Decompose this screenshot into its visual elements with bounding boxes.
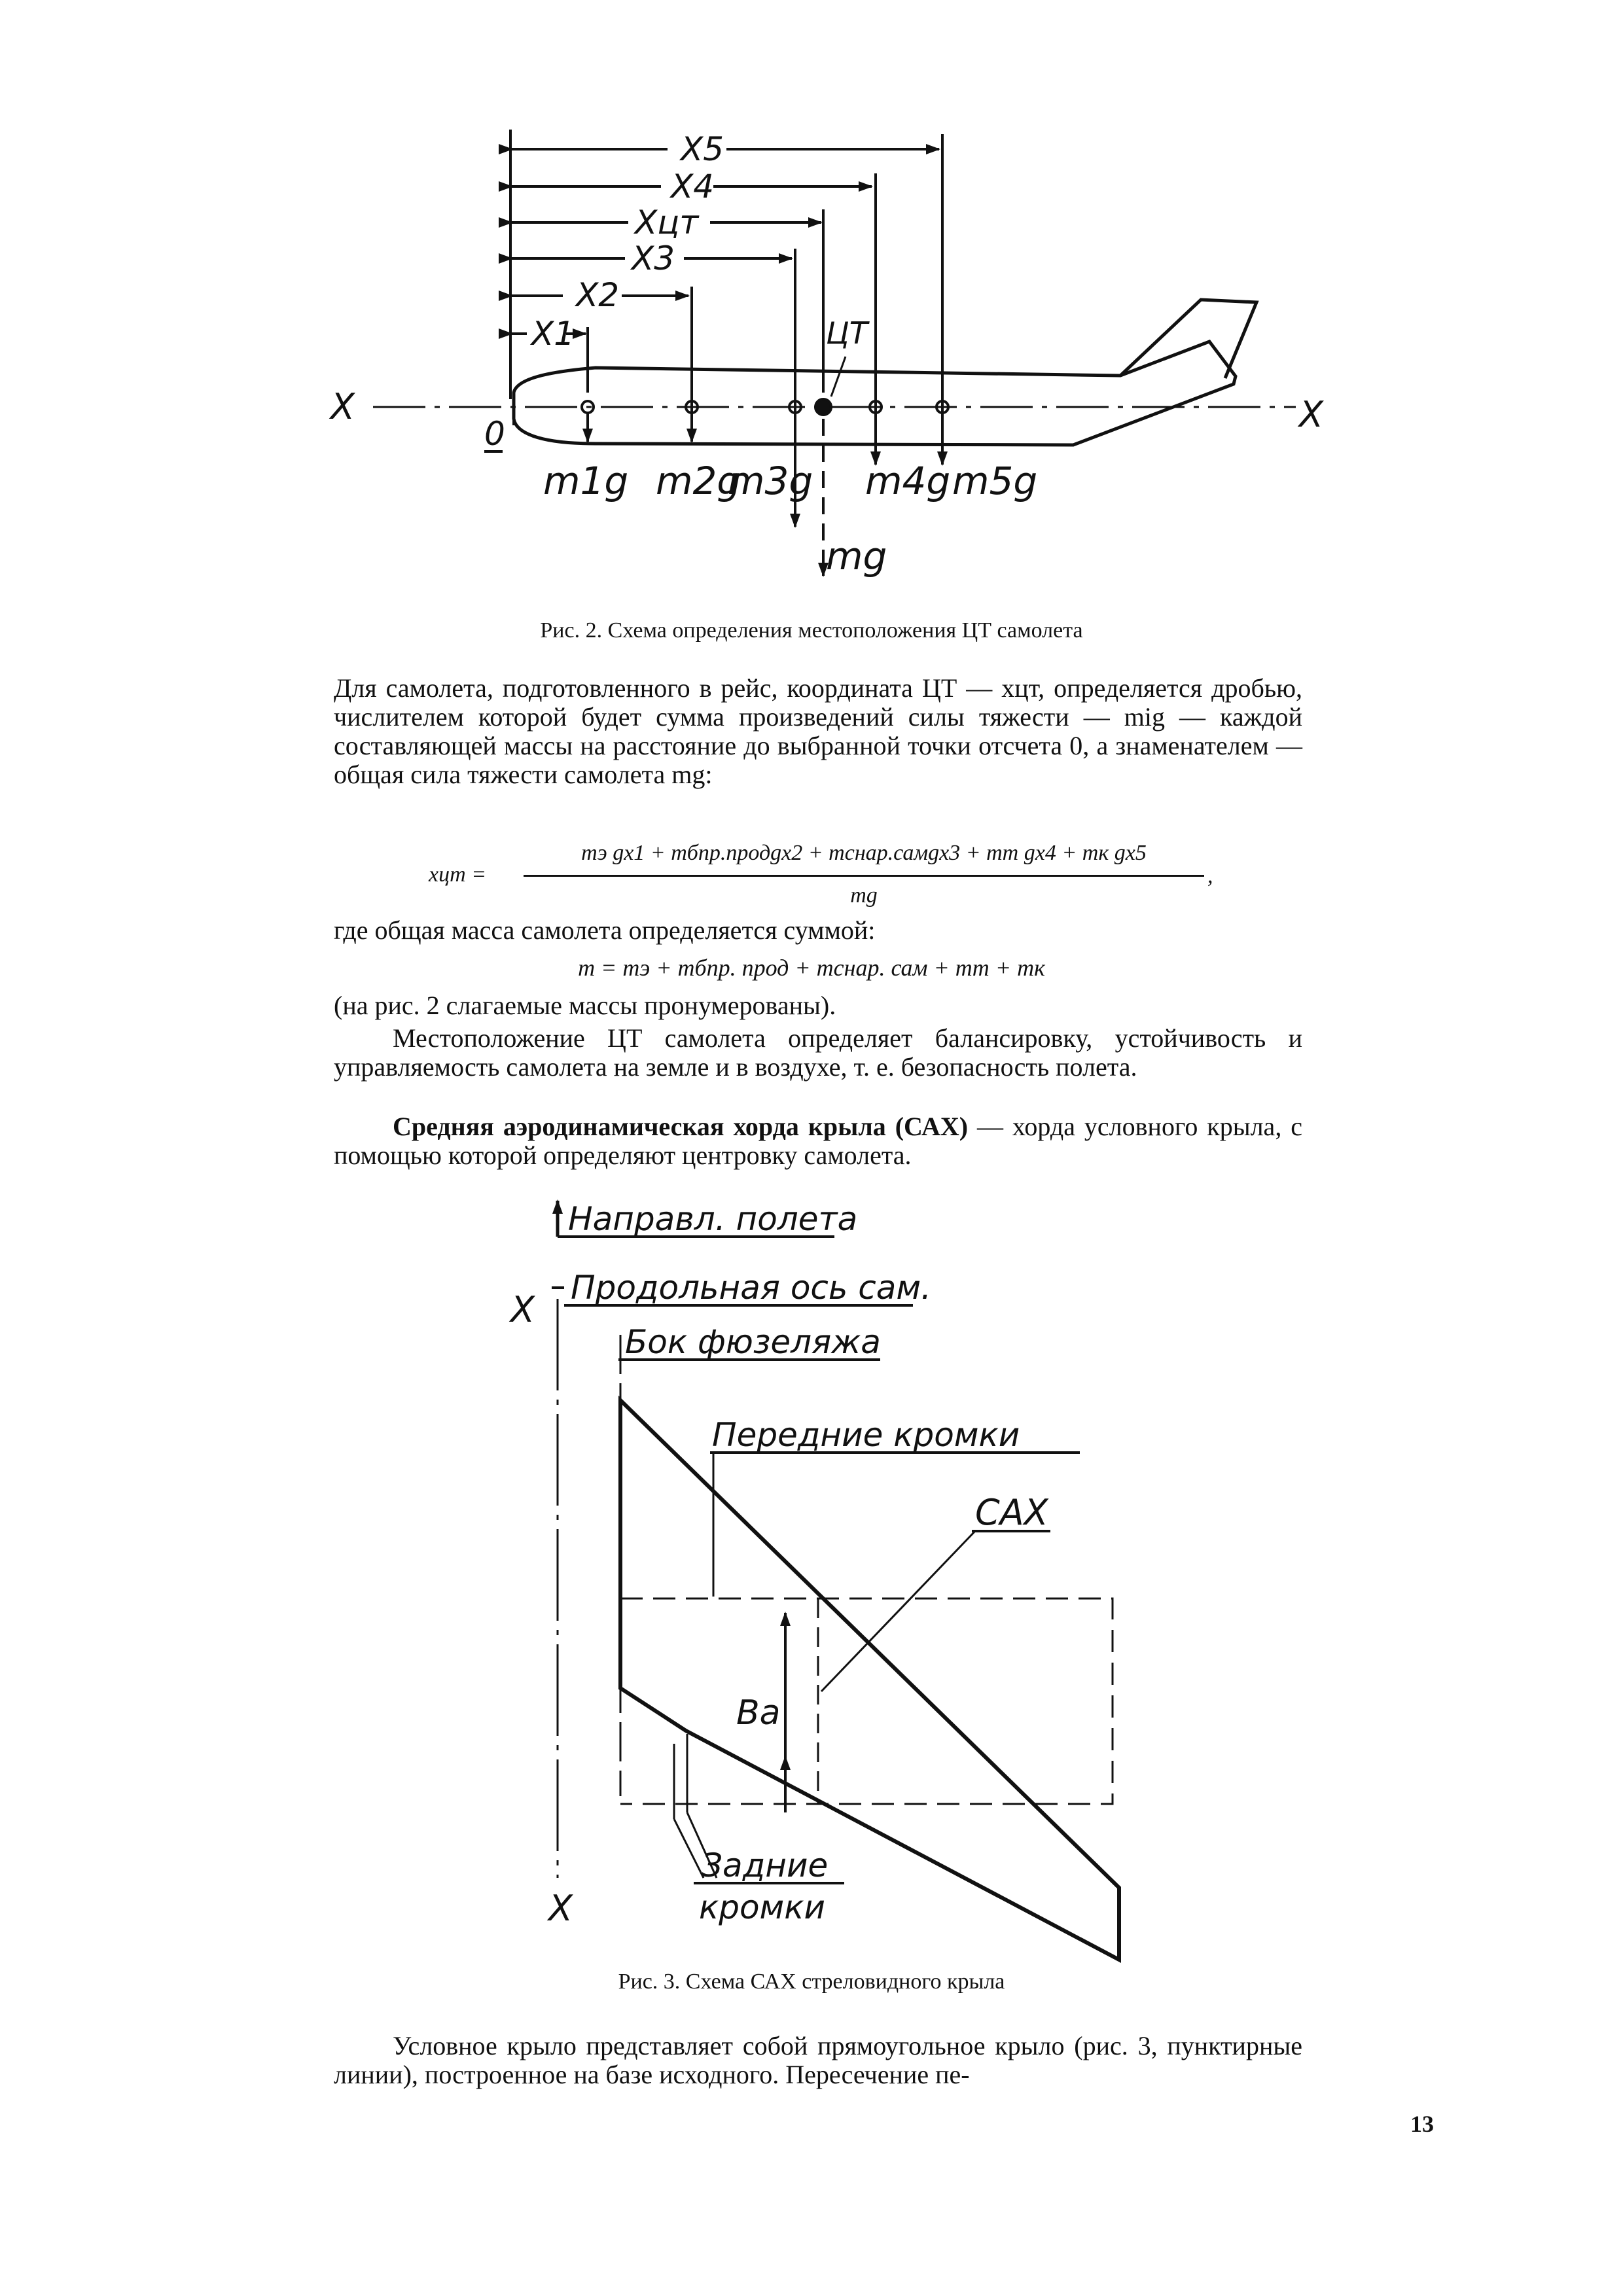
formula-2: m = mэ + mбпр. прод + mснар. сам + mт + mк xyxy=(578,955,1045,981)
label-origin: 0 xyxy=(484,415,505,453)
label-m2g: m2g xyxy=(656,459,741,503)
mac-definition: — хорда условного крыла, с помощью которой определяют центровку самолета. xyxy=(334,1112,1303,1170)
paragraph-2: где общая масса самолета определяется суммой: xyxy=(334,915,876,945)
figure-2-caption: Рис. 2. Схема определения местоположения ЦТ самолета xyxy=(540,618,1083,643)
label-xct: Xцт xyxy=(635,203,699,241)
label-trailing-2: кромки xyxy=(699,1888,825,1926)
label-longitudinal-axis: Продольная ось сам. xyxy=(571,1269,932,1307)
paragraph-6: Условное крыло представляет собой прямоугольное крыло (рис. 3, пунктирные линии), построенное на базе исходного. Пересечение пе- xyxy=(334,2031,1302,2089)
label-leading-edges: Передние кромки xyxy=(712,1416,1020,1454)
label-trailing-1: Задние xyxy=(702,1846,829,1884)
label-x5: X5 xyxy=(681,130,724,168)
label-x-bottom: X xyxy=(548,1888,573,1929)
formula-1-bar xyxy=(524,875,1204,877)
label-fuselage-side: Бок фюзеляжа xyxy=(625,1323,881,1361)
label-m1g: m1g xyxy=(543,459,629,503)
formula-1-denominator: mg xyxy=(850,883,878,908)
label-mg: mg xyxy=(826,534,887,578)
label-axis-right: X xyxy=(1299,394,1323,435)
label-ct: ЦТ xyxy=(826,315,868,351)
paragraph-4: Местоположение ЦТ самолета определяет балансировку, устойчивость и управляемость самолета на земле и в воздухе, т. е. безопасность полета. xyxy=(334,1023,1302,1082)
paragraph-3: (на рис. 2 слагаемые массы пронумерованы). xyxy=(334,991,836,1020)
label-x3: X3 xyxy=(632,239,675,277)
mac-rectangle xyxy=(620,1598,1113,1804)
wing-outline xyxy=(620,1400,1119,1960)
formula-1-numerator: mэ gx1 + mбпр.продgx2 + mснар.самgx3 + mт gx4 + mк gx5 xyxy=(581,841,1147,865)
label-m4g: m4g xyxy=(865,459,951,503)
label-direction: Направл. полета xyxy=(568,1200,858,1238)
label-ba: Ва xyxy=(736,1693,781,1733)
mac-term: Средняя аэродинамическая хорда крыла (САХ) xyxy=(393,1112,969,1141)
label-x2: X2 xyxy=(576,276,620,314)
label-m3g: m3g xyxy=(728,459,813,503)
page-number: 13 xyxy=(1410,2111,1434,2137)
formula-1-tail: , xyxy=(1207,864,1213,888)
figure-3-caption: Рис. 3. Схема САХ стреловидного крыла xyxy=(618,1969,1005,1994)
paragraph-5 xyxy=(334,1112,1302,1170)
label-mac: САХ xyxy=(975,1492,1048,1533)
formula-1-lhs: xцт = xyxy=(429,862,487,887)
label-m5g: m5g xyxy=(952,459,1038,503)
label-x4: X4 xyxy=(671,168,715,205)
label-x1: X1 xyxy=(531,315,575,353)
label-axis-left: X xyxy=(330,386,355,427)
label-x-top: X xyxy=(510,1289,535,1330)
paragraph-1: Для самолета, подготовленного в рейс, координата ЦТ — xцт, определяется дробью, числителем которой будет сумма произведений силы тяжести — mig — каждой составляющей массы на расстояние до выбранной точки отсчета 0, а знаменателем — общая сила тяжести самолета mg: xyxy=(334,673,1302,789)
